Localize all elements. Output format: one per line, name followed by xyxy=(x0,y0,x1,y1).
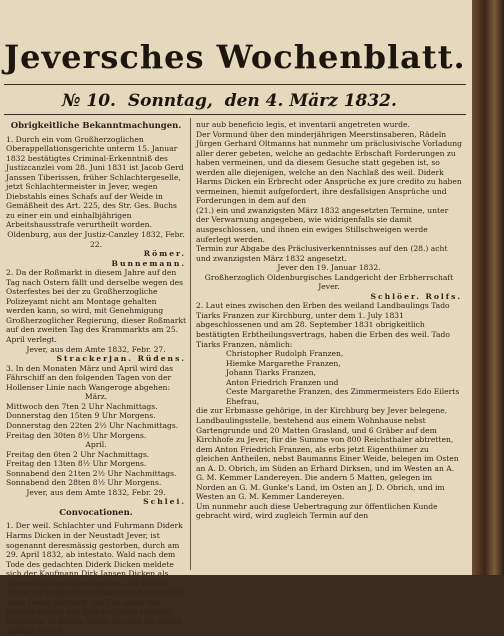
schedule-row: Sonnabend den 21ten 2½ Uhr Nachmittags. xyxy=(6,468,177,478)
right-column xyxy=(196,120,462,521)
month-march: März. xyxy=(84,392,108,402)
convocation-1-term-2: Termin zur Abgabe des Präclusiverkenntnisses auf den (28.) acht und zwanzigsten März 1832 angesetzt. xyxy=(196,244,448,263)
heir-name: Anton Friedrich Franzen und xyxy=(226,377,339,387)
notice-2-date: Jever, aus dem Amte 1832, Febr. 27. xyxy=(26,344,166,354)
notice-2: 2. Da der Roßmarkt in diesem Jahre auf den Tag nach Ostern fällt und derselbe wegen des Osterfestes bei der zu Großherzogliche Polizeyamt nicht am Montage gehalten werden kann, so wird, mit Genehmigung Großherzoglicher Regierung, dieser Roßmarkt auf den zweiten Tag des Krammarkts am 25. April verlegt. xyxy=(6,268,187,345)
issue-day: Sonntag, xyxy=(127,91,213,111)
convocation-1-body: Der Vormund über den minderjährigen Meerstinsaberen, Rädeln Jürgen Gerhard Oltmanns hat nunmehr um präclusivische Vorladung aller derer gebeten, welche an gedachte Erbschaft Forderungen zu haben vermeinen, und da diesem Gesuche statt gegeben ist, so werden alle diejenigen, welche an den Nachlaß des weil. Diderk Harms Dicken ein Erbrecht oder Ansprüche ex jure credito zu haben vermeinen, hiemit aufgefordert, ihre desfallsigen Ansprüche und Forderungen in dem auf den xyxy=(196,129,462,206)
notice-3: 3. In den Monaten März und April wird das Fährschiff an den folgenden Tagen von der Hollenser Linie nach Wangeroge abgehen: xyxy=(6,363,174,392)
book-binding xyxy=(472,0,504,575)
masthead-title: Jeversches Wochenblatt. xyxy=(4,38,466,76)
schedule-row: Mittwoch den 7ten 2 Uhr Nachmittags. xyxy=(6,401,158,411)
section-heading-convocations: Convocationen. xyxy=(59,507,133,518)
notice-1-signature-2: Bunnemann. xyxy=(111,258,186,268)
convocation-1-term: (21.) ein und zwanzigsten März 1832 angesetzten Termine, unter der Verwarnung angegeben, wie widrigenfalls sie damit ausgeschlossen, und ihnen ein ewiges Stillschweigen werde auferlegt werden. xyxy=(196,205,449,244)
schedule-row: Freitag den 6ten 2 Uhr Nachmittags. xyxy=(6,449,150,459)
issue-date: den 4. März 1832. xyxy=(224,91,397,111)
heir-name: Christopher Rudolph Franzen, xyxy=(226,349,344,359)
notice-3-signature: Schlei. xyxy=(143,497,186,507)
notice-1-signature: Römer. xyxy=(143,249,186,259)
notice-3-date: Jever, aus dem Amte 1832, Febr. 29. xyxy=(26,487,166,497)
convocation-1-signature: Schlöer. Rolfs. xyxy=(370,291,462,301)
issue-number: № 10. xyxy=(62,91,116,111)
schedule-row: Donnerstag den 22ten 2½ Uhr Nachmittags. xyxy=(6,420,179,430)
dateline xyxy=(62,91,462,111)
convocation-2-body: die zur Erbmasse gehörige, in der Kirchburg bey Jever belegene, Landbaulingsstelle, bestehend aus einem Wohnhause nebst Gartengrunde und 20 Matten Grasland, und 6 Gräber auf dem Kirchhofe zu Jever, für die Summe von 800 Reichsthaler abtretten, dem Anton Friedrich Franzen, als erbs jetzt Eigenthümer zu gleichen Antheilen, nebst Baumanns Einer Weide, belegen im Osten an A. D. Obrich, im Süden an Erhard Dirksen, und im Westen an A. G. M. Kemmer Landereyen. Die andern 5 Matten, gelegen im Norden an G. M. Gunke's Land, im Osten an J. D. Obrich, und im Westen an G. M. Kemmer Landereyen. xyxy=(196,406,459,502)
section-heading-official: Obrigkeitliche Bekanntmachungen. xyxy=(10,121,182,131)
notice-2-signature: Strackerjan. Rüdens. xyxy=(56,354,186,364)
heir-name: Ceste Margarethe Franzen, des Zimmermeisters Edo Eilerts Ehefrau, xyxy=(226,387,460,406)
convocation-1: 1. Der weil. Schlachter und Fuhrmann Diderk Harms Dicken in der Neustadt Jever, ist sogenannt deresmässig gestorben, durch am 29. April 1832, ab intestato. Wald nach dem Tode des gedachten Diderk Dicken meldete sich der Kaufmann Dirk Jansen Dicken als dessen nächster Intestaterbe, und wurde dieser auch darauf ebenfalls Stand, treat sein Sohn Georg Gerhard, zur Zeit unter der Vormundschaft des Rädeln Jürgen Gerhard Oltmanns, in dessen Stelle, für den die Sache anlangt jedoch xyxy=(6,521,183,636)
left-column xyxy=(6,120,186,636)
convocation-1-office: Großherzoglich Oldenburgisches Landgericht der Erbherrschaft Jever. xyxy=(204,272,454,292)
schedule-row: Sonnabend den 28ten 8½ Uhr Morgens. xyxy=(6,478,162,488)
schedule-row: Freitag den 30ten 8½ Uhr Morgens. xyxy=(6,430,147,440)
month-april: April. xyxy=(85,440,107,450)
column-divider xyxy=(190,118,191,570)
dateline-rule xyxy=(4,114,466,115)
convocation-2-close: Um nunmehr auch diese Uebertragung zur öffentlichen Kunde gebracht wird, wird zugleich Termin auf den xyxy=(196,501,438,521)
convocation-1-cont: nur aub beneficio legis, et inventarii angetreten wurde. xyxy=(196,120,410,129)
heir-name: Hiemke Margarethe Franzen, xyxy=(226,358,341,368)
convocation-1-date: Jever den 19. Januar 1832. xyxy=(277,263,381,273)
notice-1-date: Oldenburg, aus der Justiz-Canzley 1832, Febr. 22. xyxy=(7,230,185,249)
schedule-row: Donnerstag den 15ten 9 Uhr Morgens. xyxy=(6,411,156,421)
convocation-2: 2. Laut eines zwischen den Erben des weiland Landbaulings Tado Tiarks Franzen zur Kirchburg, unter dem 1. July 1831 abgeschlossenen und am 28. September 1831 obrigkeitlich bestätigten Erbtheilungsvertrags, haben die Erben des weil. Tado Tiarks Franzen, nämlich: xyxy=(196,301,450,349)
notice-1: 1. Durch ein vom Großherzoglichen Oberappellationsgerichte unterm 15. Januar 1832 bestätigtes Criminal-Erkenntniß des Justizcanzlei vom 28. Juni 1831 ist Jacob Gerd Janssen Tiberissen, früher Schlachtergeselle, jetzt Schlachtermeister in Jever, wegen Diebstahls eines Schafs auf der Weide in Gemäßheit des Art. 225, des Str. Ges. Buchs zu einer ein und einhalbjährigen Arbeitshausstrafe verurtheilt worden. xyxy=(6,134,184,230)
heir-name: Johann Tiarks Franzen, xyxy=(226,368,316,378)
schedule-row: Freitag den 13ten 8½ Uhr Morgens. xyxy=(6,459,147,469)
masthead-rule xyxy=(4,84,466,85)
